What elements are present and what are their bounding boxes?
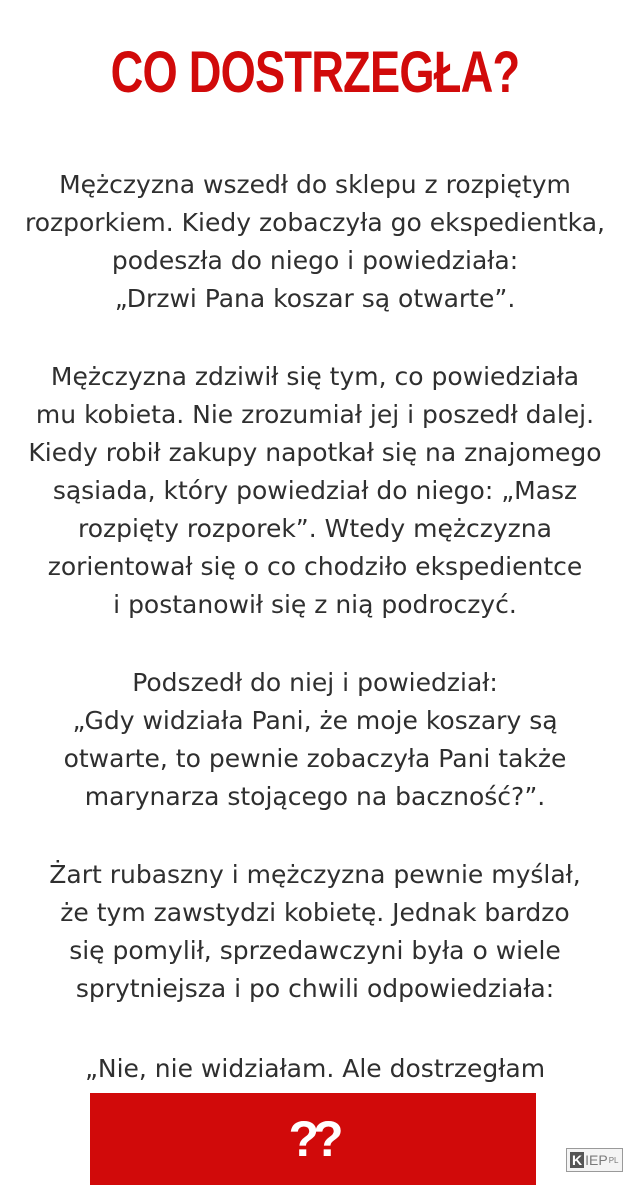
text-line: podeszła do niego i powiedziała: — [111, 246, 519, 275]
answer-reveal-box — [90, 1093, 536, 1185]
text-line: rozporkiem. Kiedy zobaczyła go ekspedientka, — [24, 208, 605, 237]
text-line: Żart rubaszny i mężczyzna pewnie myślał, — [49, 860, 581, 889]
text-line: sąsiada, który powiedział do niego: „Masz — [52, 476, 578, 505]
text-line: marynarza stojącego na baczność?”. — [84, 782, 546, 811]
text-line: Podszedł do niej i powiedział: — [132, 668, 498, 697]
text-line: zorientował się o co chodziło ekspedientce — [47, 552, 583, 581]
story-paragraph-1 — [0, 166, 630, 318]
text-line: sprytniejsza i po chwili odpowiedziała: — [75, 974, 555, 1003]
logo-k: K — [572, 1152, 583, 1168]
kiep-logo — [566, 1148, 623, 1172]
answer-question-marks: ?? — [288, 1111, 338, 1167]
text-line: i postanowił się z nią podroczyć. — [113, 590, 517, 619]
text-line: się pomylił, sprzedawczyni była o wiele — [69, 936, 561, 965]
logo-text: IEP — [585, 1152, 608, 1168]
text-line: „Drzwi Pana koszar są otwarte”. — [114, 284, 516, 313]
text-line: mu kobieta. Nie zrozumiał jej i poszedł dalej. — [35, 400, 595, 429]
story-paragraph-4 — [0, 856, 630, 1008]
text-line: że tym zawstydzi kobietę. Jednak bardzo — [60, 898, 570, 927]
story-paragraph-5 — [0, 1050, 630, 1088]
story-paragraph-2 — [0, 358, 630, 624]
text-line: Mężczyzna wszedł do sklepu z rozpiętym — [59, 170, 571, 199]
text-line: „Gdy widziała Pani, że moje koszary są — [72, 706, 558, 735]
story-paragraph-3 — [0, 664, 630, 816]
text-line: Kiedy robił zakupy napotkał się na znajomego — [28, 438, 602, 467]
text-line: „Nie, nie widziałam. Ale dostrzegłam — [84, 1054, 546, 1083]
logo-suffix: PL — [608, 1155, 619, 1165]
text-line: Mężczyzna zdziwił się tym, co powiedziała — [50, 362, 580, 391]
page-title: CO DOSTRZEGŁA? — [110, 40, 520, 105]
text-line: rozpięty rozporek”. Wtedy mężczyzna — [78, 514, 552, 543]
text-line: otwarte, to pewnie zobaczyła Pani także — [63, 744, 567, 773]
